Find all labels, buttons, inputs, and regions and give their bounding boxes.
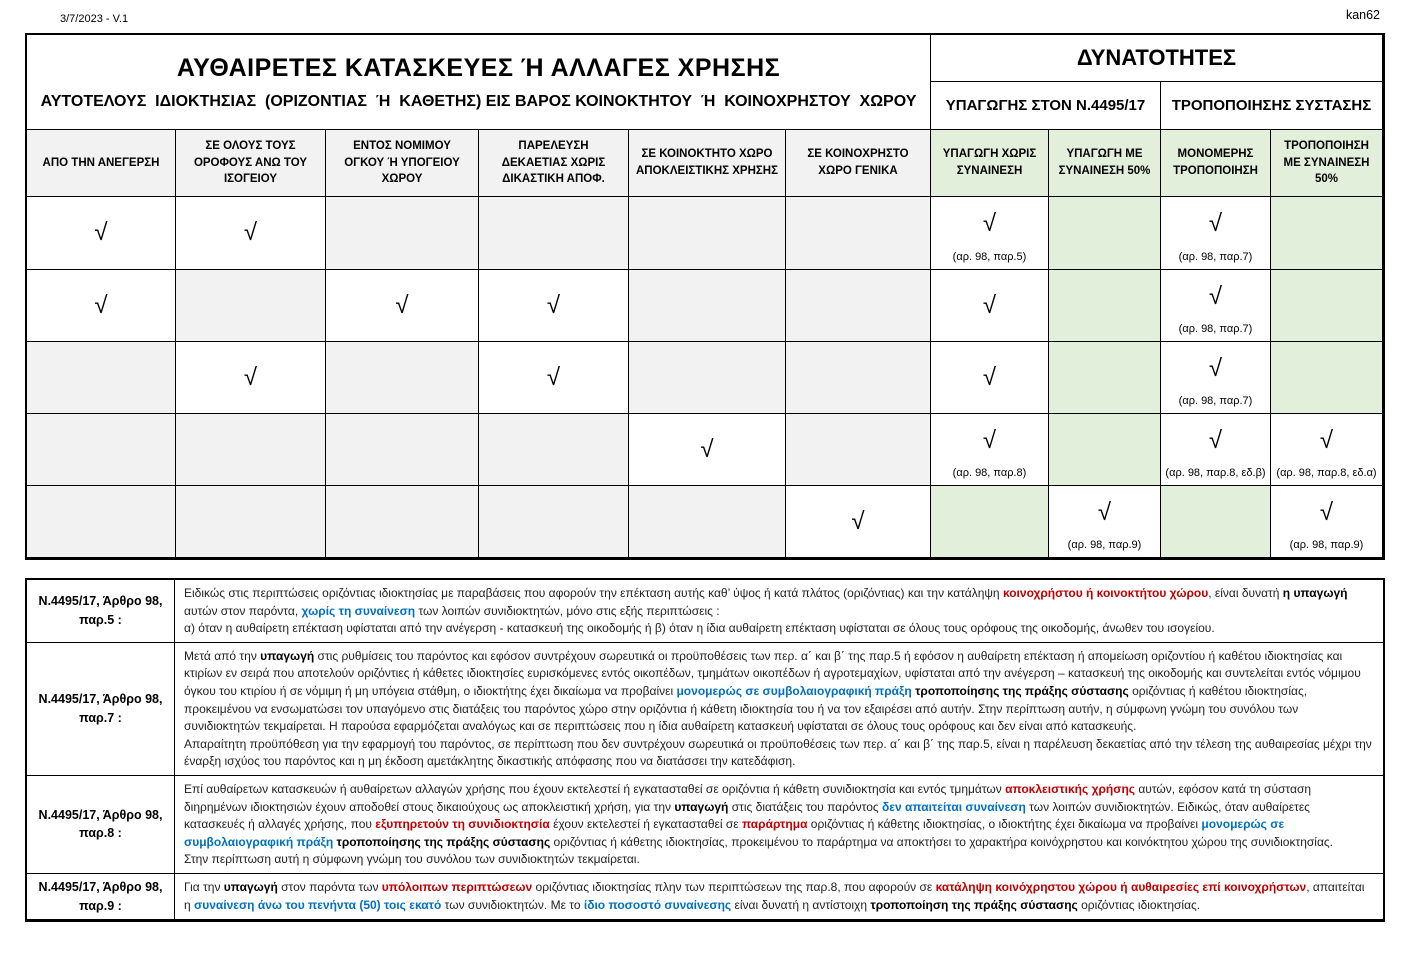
matrix-cell-r4-c9 xyxy=(1161,414,1271,486)
article-reference: (αρ. 98, παρ.7) xyxy=(1178,323,1253,335)
matrix-cell-r1-c7 xyxy=(931,197,1049,270)
check-mark: √ xyxy=(395,291,409,319)
matrix-cell-r3-c10 xyxy=(1271,342,1383,414)
matrix-cell-r3-c5 xyxy=(629,342,786,414)
legal-paragraph: Ειδικώς στις περιπτώσεις οριζόντιας ιδιοκτησίας με παραβάσεις που αφορούν την επέκταση αυτής καθ’ ύψος ή κατά πλάτος (οριζόντιας) και την κατάληψη κοινοχρήστου ή κοινοκτήτου χώρου, είναι δυνατή η υπαγωγή αυτών στον παρόντα, χωρίς τη συναίνεση των λοιπών συνιδιοκτητών, μόνο στις εξής περιπτώσεις : xyxy=(184,586,1348,618)
matrix-cell-r1-c6 xyxy=(786,197,931,270)
legal-articles-table xyxy=(25,578,1385,922)
matrix-cell-r5-c4 xyxy=(479,486,629,558)
matrix-cell-r2-c4 xyxy=(479,270,629,342)
matrix-cell-r3-c8 xyxy=(1049,342,1161,414)
matrix-cell-r1-c3 xyxy=(326,197,479,270)
matrix-cell-r1-c9 xyxy=(1161,197,1271,270)
matrix-cell-r2-c1 xyxy=(27,270,176,342)
column-header-legal-volume: ΕΝΤΟΣ ΝΟΜΙΜΟΥ ΟΓΚΟΥ Ή ΥΠΟΓΕΙΟΥ ΧΩΡΟΥ xyxy=(326,130,479,197)
article-label-par7: Ν.4495/17, Άρθρο 98, παρ.7 : xyxy=(27,643,175,776)
article-text-par9 xyxy=(175,874,1383,921)
matrix-cell-r1-c5 xyxy=(629,197,786,270)
article-reference: (αρ. 98, παρ.9) xyxy=(1067,539,1142,551)
version-label: 3/7/2023 - V.1 xyxy=(60,13,129,25)
legal-paragraph: α) όταν η αυθαίρετη επέκταση υφίσταται από την ανέγερση - κατασκευή της οικοδομής ή β) όταν η ίδια αυθαίρετη επέκταση υφίσταται σε όλους τους ορόφους της οικοδομής, άνωθεν του ισογείου. xyxy=(184,621,1215,636)
check-mark: √ xyxy=(1208,282,1223,310)
article-text-par8 xyxy=(175,776,1383,874)
column-header-common-use-general: ΣΕ ΚΟΙΝΟΧΡΗΣΤΟ ΧΩΡΟ ΓΕΝΙΚΑ xyxy=(786,130,931,197)
matrix-cell-r2-c3 xyxy=(326,270,479,342)
legal-paragraph: Μετά από την υπαγωγή στις ρυθμίσεις του παρόντος και εφόσον συντρέχουν σωρευτικά οι προϋποθέσεις των περ. α΄ και β΄ της παρ.5 ή εφόσον η αυθαίρετη επέκταση ή απομείωση οριζοντίου ή καθέτου ιδιοκτησίας και κτιρίων εν σειρά που αποτελούν οριζόντιες ή κάθετες ιδιοκτησίες ευρισκόμενες εντός οικοπέδων, τμημάτων οικοπέδων ή αγροτεμαχίων, υφίσταται από την ανέγερση – κατασκευή της οικοδομής και συντελείται εντός νόμιμου όγκου του κτιρίου ή σε νόμιμη ή μη υπόγεια στάθμη, ο ιδιοκτήτης έχει δικαίωμα να προβαίνει μονομερώς σε συμβολαιογραφική πράξη τροποποίησης της πράξης σύστασης οριζόντιας ή καθέτου ιδιοκτησίας, προκειμένου να ενσωματώσει τον υπαγόμενο στις διατάξεις του παρόντος χώρο στην οριζόντια ή κάθετη ιδιοκτησία του ή να τον εξαιρέσει από αυτήν. Στην περίπτωση αυτήν, η σύμφωνη γνώμη του συνόλου των συνιδιοκτητών τεκμαίρεται. Η παρούσα εφαρμόζεται αναλόγως και σε περιπτώσεις που η ίδια αυθαίρετη κατασκευή υφίσταται σε όλους τους ορόφους και δεν είναι από κατασκευής. xyxy=(184,648,1361,734)
column-header-inclusion-consent-50: ΥΠΑΓΩΓΗ ΜΕ ΣΥΝΑΙΝΕΣΗ 50% xyxy=(1049,130,1161,197)
check-mark: √ xyxy=(1208,210,1223,237)
check-mark: √ xyxy=(546,363,561,391)
matrix-cell-r5-c1 xyxy=(27,486,176,558)
matrix-cell-r4-c1 xyxy=(27,414,176,486)
check-mark: √ xyxy=(243,363,258,391)
check-mark: √ xyxy=(851,507,865,535)
matrix-cell-r4-c3 xyxy=(326,414,479,486)
legal-paragraph: Επί αυθαίρετων κατασκευών ή αυθαίρετων αλλαγών χρήσης που έχουν εκτελεστεί ή εγκατασταθεί σε οριζόντια ή κάθετη συνιδιοκτησία και εντός τμημάτων αποκλειστικής χρήσης αυτών, εφόσον κατά τη σύσταση διηρημένων ιδιοκτησιών έχουν αποδοθεί στους δικαιούχους ως αποκλειστική χρήση, για την υπαγωγή στις διατάξεις του παρόντος δεν απαιτείται συναίνεση των λοιπών συνιδιοκτητών. Ειδικώς, όταν αυθαίρετες κατασκευές ή αλλαγές χρήσης, που εξυπηρετούν τη συνιδιοκτησία έχουν εκτελεστεί ή εγκατασταθεί σε παράρτημα οριζόντιας ή κάθετης ιδιοκτησίας, ο ιδιοκτήτης έχει δικαίωμα να προβαίνει μονομερώς σε συμβολαιογραφική πράξη τροποποίησης της πράξης σύστασης οριζόντιας ή κάθετης ιδιοκτησίας, προκειμένου το παράρτημα να αποκτήσει το χαρακτήρα κοινόχρηστου και κοινόκτητου χώρου της συνιδιοκτησίας. xyxy=(184,781,1333,849)
article-reference: (αρ. 98, παρ.7) xyxy=(1178,251,1253,263)
matrix-cell-r1-c2 xyxy=(176,197,326,270)
table-subtitle: ΑΥΤΟΤΕΛΟΥΣ ΙΔΙΟΚΤΗΣΙΑΣ (ΟΡΙΖΟΝΤΙΑΣ Ή ΚΑΘΕΤΗΣ) ΕΙΣ ΒΑΡΟΣ ΚΟΙΝΟΚΤΗΤΟΥ Ή ΚΟΙΝΟΧΡΗΣΤΟΥ ΧΩΡΟΥ xyxy=(40,92,917,110)
check-mark: √ xyxy=(982,426,997,454)
matrix-cell-r3-c9 xyxy=(1161,342,1271,414)
matrix-cell-r1-c8 xyxy=(1049,197,1161,270)
matrix-cell-r3-c3 xyxy=(326,342,479,414)
check-mark: √ xyxy=(1097,498,1112,526)
matrix-cell-r5-c3 xyxy=(326,486,479,558)
matrix-cell-r1-c1 xyxy=(27,197,176,270)
article-label-par9: Ν.4495/17, Άρθρο 98, παρ.9 : xyxy=(27,874,175,921)
article-label-par5: Ν.4495/17, Άρθρο 98, παρ.5 : xyxy=(27,580,175,643)
matrix-cell-r4-c4 xyxy=(479,414,629,486)
column-header-unilateral-amendment: ΜΟΝΟΜΕΡΗΣ ΤΡΟΠΟΠΟΙΗΣΗ xyxy=(1161,130,1271,197)
column-header-all-floors: ΣΕ ΟΛΟΥΣ ΤΟΥΣ ΟΡΟΦΟΥΣ ΑΝΩ ΤΟΥ ΙΣΟΓΕΙΟΥ xyxy=(176,130,326,197)
column-header-ten-years: ΠΑΡΕΛΕΥΣΗ ΔΕΚΑΕΤΙΑΣ ΧΩΡΙΣ ΔΙΚΑΣΤΙΚΗ ΑΠΟΦ. xyxy=(479,130,629,197)
matrix-cell-r3-c4 xyxy=(479,342,629,414)
matrix-cell-r1-c10 xyxy=(1271,197,1383,270)
article-reference: (αρ. 98, παρ.7) xyxy=(1178,395,1253,407)
check-mark: √ xyxy=(982,363,997,391)
matrix-cell-r4-c5 xyxy=(629,414,786,486)
article-text-par7 xyxy=(175,643,1383,776)
check-mark: √ xyxy=(1208,354,1223,382)
legal-paragraph: Στην περίπτωση αυτή η σύμφωνη γνώμη του συνόλου των συνιδιοκτητών τεκμαίρεται. xyxy=(184,852,640,867)
matrix-cell-r4-c6 xyxy=(786,414,931,486)
matrix-cell-r2-c7 xyxy=(931,270,1049,342)
check-mark: √ xyxy=(546,291,561,319)
matrix-cell-r2-c6 xyxy=(786,270,931,342)
article-reference: (αρ. 98, παρ.9) xyxy=(1289,539,1364,551)
check-mark: √ xyxy=(94,219,108,246)
check-mark: √ xyxy=(982,291,997,319)
article-reference: (αρ. 98, παρ.8) xyxy=(952,467,1027,479)
legal-paragraph: Για την υπαγωγή στον παρόντα των υπόλοιπων περιπτώσεων οριζόντιας ιδιοκτησίας πλην των περιπτώσεων της παρ.8, που αφορούν σε κατάληψη κοινόχρηστου χώρου ή αυθαιρεσίες επί κοινοχρήστων, απαιτείται η συναίνεση άνω του πενήντα (50) τοις εκατό των συνιδιοκτητών. Με το ίδιο ποσοστό συναίνεσης είναι δυνατή η αντίστοιχη τροποποίηση της πράξης σύστασης οριζόντιας ιδιοκτησίας. xyxy=(184,879,1365,912)
matrix-cell-r3-c2 xyxy=(176,342,326,414)
matrix-cell-r5-c6 xyxy=(786,486,931,558)
check-mark: √ xyxy=(94,291,108,319)
check-mark: √ xyxy=(1319,426,1334,454)
matrix-cell-r5-c8 xyxy=(1049,486,1161,558)
matrix-cell-r3-c6 xyxy=(786,342,931,414)
table-title: ΑΥΘΑΙΡΕΤΕΣ ΚΑΤΑΣΚΕΥΕΣ Ή ΑΛΛΑΓΕΣ ΧΡΗΣΗΣ xyxy=(176,53,781,82)
article-reference: (αρ. 98, παρ.8, εδ.β) xyxy=(1165,467,1266,479)
check-mark: √ xyxy=(243,219,258,246)
article-text-par5 xyxy=(175,580,1383,643)
column-header-amendment-consent-50: ΤΡΟΠΟΠΟΙΗΣΗ ΜΕ ΣΥΝΑΙΝΕΣΗ 50% xyxy=(1271,130,1383,197)
table-title-cell xyxy=(27,35,931,130)
check-mark: √ xyxy=(1319,498,1334,526)
article-reference: (αρ. 98, παρ.5) xyxy=(952,251,1027,263)
check-mark: √ xyxy=(1208,426,1223,454)
matrix-cell-r4-c2 xyxy=(176,414,326,486)
article-label-par8: Ν.4495/17, Άρθρο 98, παρ.8 : xyxy=(27,776,175,874)
matrix-cell-r5-c5 xyxy=(629,486,786,558)
matrix-cell-r4-c8 xyxy=(1049,414,1161,486)
matrix-cell-r4-c7 xyxy=(931,414,1049,486)
code-label: kan62 xyxy=(1345,8,1380,22)
matrix-cell-r2-c5 xyxy=(629,270,786,342)
column-header-common-owned-exclusive: ΣΕ ΚΟΙΝΟΚΤΗΤΟ ΧΩΡΟ ΑΠΟΚΛΕΙΣΤΙΚΗΣ ΧΡΗΣΗΣ xyxy=(629,130,786,197)
column-header-inclusion-no-consent: ΥΠΑΓΩΓΗ ΧΩΡΙΣ ΣΥΝΑΙΝΕΣΗ xyxy=(931,130,1049,197)
matrix-cell-r2-c10 xyxy=(1271,270,1383,342)
check-mark: √ xyxy=(982,210,997,237)
matrix-cell-r5-c7 xyxy=(931,486,1049,558)
matrix-cell-r2-c8 xyxy=(1049,270,1161,342)
inclusion-law-header: ΥΠΑΓΩΓΗΣ ΣΤΟΝ Ν.4495/17 xyxy=(931,82,1161,130)
matrix-cell-r5-c2 xyxy=(176,486,326,558)
deed-amendment-header: ΤΡΟΠΟΠΟΙΗΣΗΣ ΣΥΣΤΑΣΗΣ xyxy=(1161,82,1383,130)
check-mark: √ xyxy=(700,435,714,463)
matrix-cell-r5-c10 xyxy=(1271,486,1383,558)
matrix-cell-r5-c9 xyxy=(1161,486,1271,558)
possibilities-header: ΔΥΝΑΤΟΤΗΤΕΣ xyxy=(931,35,1383,82)
matrix-cell-r4-c10 xyxy=(1271,414,1383,486)
matrix-cell-r3-c7 xyxy=(931,342,1049,414)
matrix-cell-r2-c9 xyxy=(1161,270,1271,342)
legal-paragraph: Απαραίτητη προϋπόθεση για την εφαρμογή του παρόντος, σε περίπτωση που δεν συντρέχουν σωρευτικά οι προϋποθέσεις των περ. α΄ και β΄ της παρ.5, είναι η παρέλευση δεκαετίας από την τέλεση της αυθαιρεσίας μέχρι την έναρξη ισχύος του παρόντος και η μη έκδοση αμετάκλητης δικαστικής απόφασης που να διατάσσει την κατεδάφιση. xyxy=(184,736,1372,769)
matrix-cell-r1-c4 xyxy=(479,197,629,270)
matrix-cell-r3-c1 xyxy=(27,342,176,414)
article-reference: (αρ. 98, παρ.8, εδ.α) xyxy=(1276,467,1377,479)
column-header-from-erection: ΑΠΟ ΤΗΝ ΑΝΕΓΕΡΣΗ xyxy=(27,130,176,197)
possibilities-matrix-table xyxy=(25,33,1385,560)
matrix-cell-r2-c2 xyxy=(176,270,326,342)
